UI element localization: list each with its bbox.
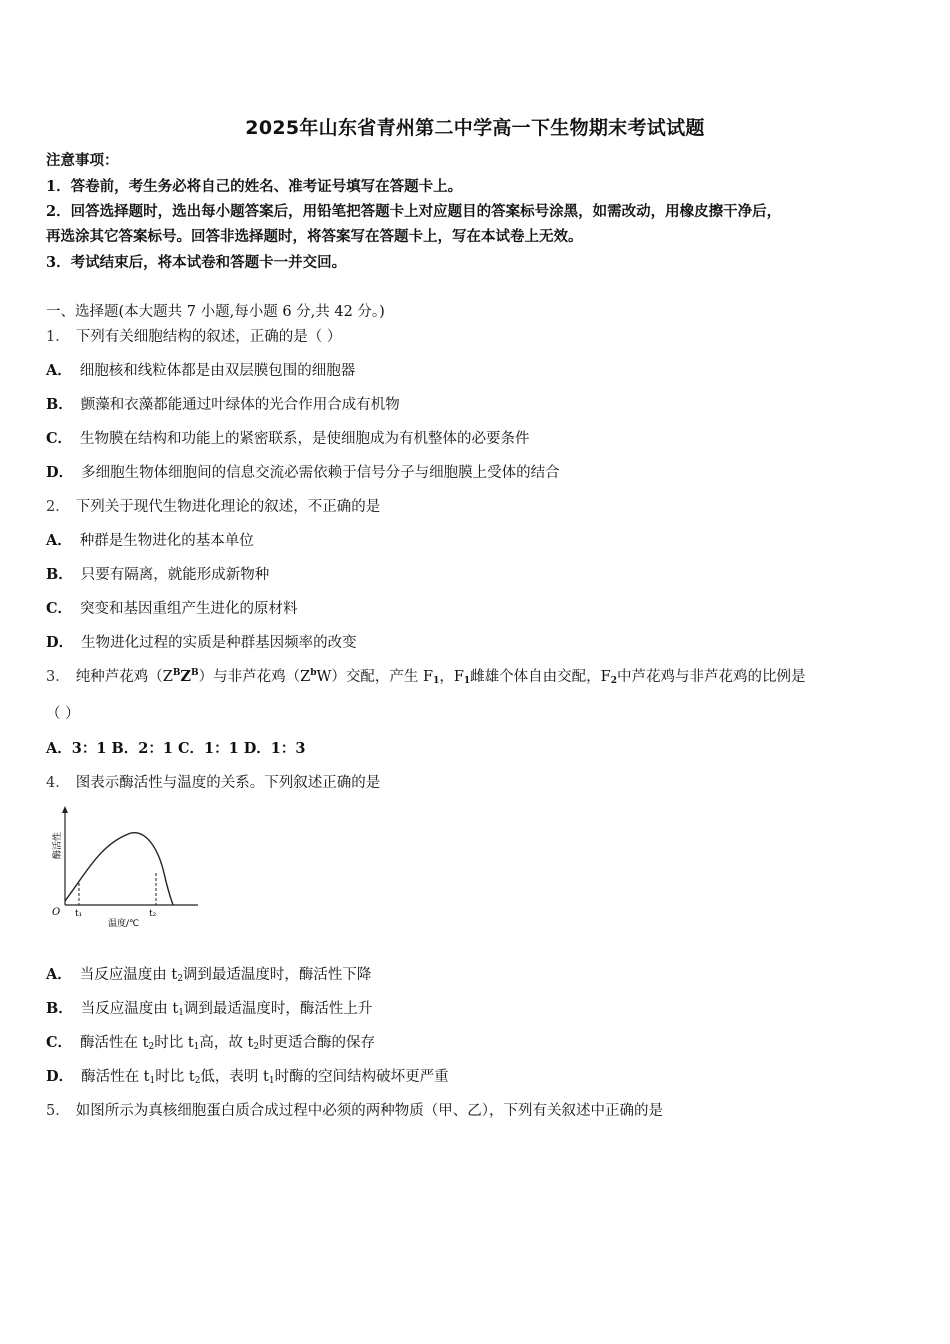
x-axis-label: 温度/℃	[108, 919, 140, 929]
subscript: 1	[268, 1076, 275, 1086]
question-2-option-d	[46, 634, 357, 652]
subscript: 2	[177, 974, 183, 984]
text-segment: 雌雄个体自由交配，F	[470, 669, 611, 685]
option-text: 突变和基因重组产生进化的原材料	[80, 601, 298, 617]
question-3-blank: （ ）	[46, 706, 80, 722]
option-label: B．	[46, 566, 73, 583]
option-label: A．	[46, 362, 72, 379]
option-text: 只要有隔离，就能形成新物种	[80, 567, 270, 583]
notice-item-1: 1．答卷前，考生务必将自己的姓名、准考证号填写在答题卡上。	[46, 178, 463, 195]
subscript: 2	[148, 1042, 155, 1052]
subscript: 1	[463, 676, 471, 686]
notice-item-3: 3．考试结束后，将本试卷和答题卡一并交回。	[46, 254, 347, 271]
section-heading: 一、选择题(本大题共 7 小题,每小题 6 分,共 42 分。)	[46, 304, 385, 320]
text-segment: 时比 t	[155, 1069, 195, 1085]
text-segment: 当反应温度由 t	[80, 1001, 179, 1017]
option-text: 颤藻和衣藻都能通过叶绿体的光合作用合成有机物	[80, 397, 400, 413]
notice-heading: 注意事项：	[46, 152, 119, 169]
question-text: 下列有关细胞结构的叙述，正确的是（ ）	[75, 329, 342, 345]
question-1-stem	[46, 328, 341, 346]
question-text: 图表示酶活性与温度的关系。下列叙述正确的是	[75, 775, 381, 791]
question-1-option-a	[46, 362, 355, 380]
option-label: D．	[46, 1068, 74, 1085]
text-segment: 调到最适温度时，酶活性下降	[182, 967, 372, 983]
question-text: 如图所示为真核细胞蛋白质合成过程中必须的两种物质（甲、乙），下列有关叙述中正确的是	[75, 1103, 663, 1119]
subscript: 1	[178, 1008, 184, 1018]
question-5-stem	[46, 1102, 663, 1120]
question-2-stem	[46, 498, 380, 516]
option-text: 多细胞生物体细胞间的信息交流必需依赖于信号分子与细胞膜上受体的结合	[81, 465, 560, 481]
option-label: B．	[46, 396, 73, 413]
superscript: b	[310, 668, 317, 678]
question-1-option-c	[46, 430, 530, 448]
question-4-option-c	[46, 1034, 375, 1052]
question-4-option-b	[46, 1000, 372, 1018]
option-label: C．	[46, 1034, 73, 1051]
question-4-option-a	[46, 966, 371, 984]
text-segment: Z	[180, 668, 192, 685]
text-segment: ，F	[439, 669, 464, 685]
origin-label: O	[52, 907, 61, 918]
superscript: B	[172, 668, 181, 678]
notice-item-2-line-1: 2．回答选择题时，选出每小题答案后，用铅笔把答题卡上对应题目的答案标号涂黑，如需改动，用橡皮擦干净后，	[46, 203, 782, 220]
option-text: 生物进化过程的实质是种群基因频率的改变	[81, 635, 357, 651]
text-segment: 时比 t	[154, 1035, 194, 1051]
option-label: B．	[46, 1000, 73, 1017]
question-number: 1．	[46, 329, 70, 345]
option-text: 种群是生物进化的基本单位	[79, 533, 254, 549]
subscript: 2	[610, 676, 617, 686]
question-2-option-b	[46, 566, 269, 584]
subscript: 2	[253, 1042, 260, 1052]
option-label: C．	[46, 430, 73, 447]
option-label: A．	[46, 532, 72, 549]
text-segment: 酶活性在 t	[81, 1069, 150, 1085]
subscript: 1	[433, 676, 440, 686]
question-text: 下列关于现代生物进化理论的叙述，不正确的是	[75, 499, 381, 515]
question-4-stem	[46, 774, 380, 792]
text-segment: 时更适合酶的保存	[259, 1035, 376, 1051]
superscript: B	[191, 668, 199, 678]
option-label: D．	[46, 634, 74, 651]
text-segment: 调到最适温度时，酶活性上升	[183, 1001, 373, 1017]
question-2-option-c	[46, 600, 298, 618]
enzyme-activity-figure	[46, 803, 206, 933]
option-text: 生物膜在结构和功能上的紧密联系，是使细胞成为有机整体的必要条件	[80, 431, 530, 447]
text-segment: 中芦花鸡与非芦花鸡的比例是	[617, 669, 806, 685]
text-segment: 时酶的空间结构破坏更严重	[274, 1069, 449, 1085]
text-segment: 当反应温度由 t	[79, 967, 178, 983]
question-1-option-d	[46, 464, 560, 482]
question-number: 3．	[46, 669, 70, 685]
notice-item-2-line-2: 再选涂其它答案标号。回答非选择题时，将答案写在答题卡上，写在本试卷上无效。	[46, 228, 583, 245]
t2-label: t₂	[149, 909, 157, 919]
text-segment: W）交配，产生 F	[316, 669, 434, 685]
question-2-option-a	[46, 532, 254, 550]
text-segment: 高，故 t	[199, 1035, 254, 1051]
question-3-stem	[46, 668, 806, 686]
text-segment: 酶活性在 t	[80, 1035, 149, 1051]
subscript: 2	[194, 1076, 201, 1086]
text-segment: 纯种芦花鸡（Z	[75, 669, 173, 685]
t1-label: t₁	[75, 909, 83, 919]
y-axis-label: 酶活性	[53, 831, 63, 859]
question-3-options: A．3：1 B．2：1 C．1：1 D．1：3	[46, 740, 306, 757]
option-text: 细胞核和线粒体都是由双层膜包围的细胞器	[79, 363, 356, 379]
option-label: D．	[46, 464, 74, 481]
subscript: 1	[193, 1042, 200, 1052]
option-label: A．	[46, 966, 72, 983]
activity-curve	[65, 833, 173, 905]
text-segment: 低，表明 t	[200, 1069, 269, 1085]
question-number: 5．	[46, 1103, 70, 1119]
question-4-option-d	[46, 1068, 449, 1086]
option-label: C．	[46, 600, 73, 617]
page-title: 2025年山东省青州第二中学高一下生物期末考试试题	[245, 117, 705, 139]
text-segment: ）与非芦花鸡（Z	[198, 669, 311, 685]
subscript: 1	[149, 1076, 156, 1086]
question-1-option-b	[46, 396, 400, 414]
enzyme-activity-graph	[46, 803, 206, 933]
question-number: 2．	[46, 499, 70, 515]
y-axis-arrow-icon	[62, 806, 68, 813]
question-number: 4．	[46, 775, 70, 791]
